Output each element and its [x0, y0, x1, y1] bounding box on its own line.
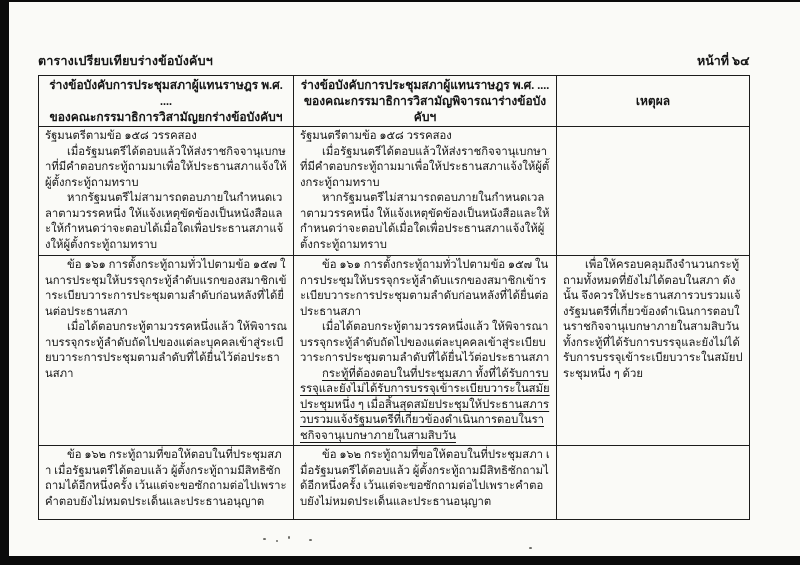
cell-r1-reason: [557, 127, 750, 256]
cell-r3-draft-original: [39, 446, 294, 520]
page-title: ตารางเปรียบเทียบร่างข้อบังคับฯ: [38, 54, 213, 68]
paragraph: ข้อ ๑๖๒ กระทู้ถามที่ขอให้ตอบในที่ประชุมสภา เมื่อรัฐมนตรีได้ตอบแล้ว ผู้ตั้งกระทู้ถามมีสิทธิซักถามได้อีกหนึ่งครั้ง เว้นแต่จะขอซักถามต่อไปเพราะคำตอบยังไม่หมดประเด็นและประธานอนุญาต: [300, 449, 550, 508]
table-row: [39, 256, 750, 446]
page-number: หน้าที่ ๖๔: [697, 54, 750, 68]
scan-artifact: [276, 540, 278, 542]
comparison-table: [38, 75, 750, 520]
paragraph: หากรัฐมนตรีไม่สามารถตอบภายในกำหนดเวลาตามวรรคหนึ่ง ให้แจ้งเหตุขัดข้องเป็นหนังสือและให้กำหนดว่าจะตอบได้เมื่อใดเพื่อประธานสภาแจ้งให้ผู้ตั้งกระทู้ถามทราบ: [300, 192, 550, 251]
paragraph: รัฐมนตรีตามข้อ ๑๕๘ วรรคสอง: [45, 130, 197, 142]
paragraph: ข้อ ๑๖๑ การตั้งกระทู้ถามทั่วไปตามข้อ ๑๕๗ ในการประชุมให้บรรจุกระทู้ลำดับแรกของสมาชิกเข้าระเบียบวาระการประชุมตามลำดับก่อนหลังที่ได้ยื่นต่อประธานสภา: [300, 259, 549, 318]
scan-artifact: [529, 547, 532, 549]
header-draft-revised-line1: ร่างข้อบังคับการประชุมสภาผู้แทนราษฎร พ.ศ. ....: [300, 78, 550, 92]
paragraph: ข้อ ๑๖๑ การตั้งกระทู้ถามทั่วไปตามข้อ ๑๕๗ ในการประชุมให้บรรจุกระทู้ลำดับแรกของสมาชิกเข้าระเบียบวาระการประชุมตามลำดับก่อนหลังที่ได้ยื่นต่อประธานสภา: [45, 259, 287, 318]
header-draft-revised-line2: ของคณะกรรมาธิการวิสามัญพิจารณาร่างข้อบังคับฯ: [303, 94, 547, 124]
cell-r3-draft-revised: [294, 446, 557, 520]
scan-border-left: [0, 0, 9, 565]
cell-r2-draft-original: [39, 256, 294, 446]
paragraph: เพื่อให้ครอบคลุมถึงจำนวนกระทู้ถามทั้งหมดที่ยังไม่ได้ตอบในสภา ดังนั้น จึงควรให้ประธานสภารวบรวมแจ้งรัฐมนตรีที่เกี่ยวข้องดำเนินการตอบในราชกิจจานุเบกษาภายในสามสิบวัน ทั้งกระทู้ที่ได้รับการบรรจุและยังไม่ได้รับการบรรจุเข้าระเบียบวาระในสมัยประชุมหนึ่ง ๆ ด้วย: [563, 259, 743, 380]
scan-artifact: [309, 539, 312, 541]
paragraph: เมื่อได้ตอบกระทู้ตามวรรคหนึ่งแล้ว ให้พิจารณาบรรจุกระทู้ลำดับถัดไปของแต่ละบุคคลเข้าสู่ระเบียบวาระการประชุมตามลำดับที่ได้ยื่นไว้ต่อประธานสภา: [45, 321, 287, 380]
header-reason: เหตุผล: [557, 76, 750, 127]
scan-artifact: [263, 538, 266, 540]
header-draft-original-line1: ร่างข้อบังคับการประชุมสภาผู้แทนราษฎร พ.ศ. ....: [49, 78, 283, 108]
scan-artifact: [288, 536, 290, 539]
cell-r2-reason: [557, 256, 750, 446]
cell-r1-draft-original: [39, 127, 294, 256]
paragraph: เมื่อได้ตอบกระทู้ตามวรรคหนึ่งแล้ว ให้พิจารณาบรรจุกระทู้ลำดับถัดไปของแต่ละบุคคลเข้าสู่ระเบียบวาระการประชุมตามลำดับที่ได้ยื่นไว้ต่อประธานสภา: [300, 321, 550, 364]
paragraph-amended-underlined: กระทู้ที่ต้องตอบในที่ประชุมสภา ทั้งที่ได้รับการบรรจุและยังไม่ได้รับการบรรจุเข้าระเบียบวาระในสมัยประชุมหนึ่ง ๆ เมื่อสิ้นสุดสมัยประชุมให้ประธานสภารวบรวมแจ้งรัฐมนตรีที่เกี่ยวข้องดำเนินการตอบในราชกิจจานุเบกษาภายในสามสิบวัน: [300, 367, 550, 442]
header-draft-revised: [294, 76, 557, 127]
paragraph: ข้อ ๑๖๒ กระทู้ถามที่ขอให้ตอบในที่ประชุมสภา เมื่อรัฐมนตรีได้ตอบแล้ว ผู้ตั้งกระทู้ถามมีสิทธิซักถามได้อีกหนึ่งครั้ง เว้นแต่จะขอซักถามต่อไปเพราะคำตอบยังไม่หมดประเด็นและประธานอนุญาต: [45, 449, 287, 508]
table-row: [39, 127, 750, 256]
paragraph: รัฐมนตรีตามข้อ ๑๕๘ วรรคสอง: [300, 130, 452, 142]
scan-border-bottom: [0, 556, 800, 565]
cell-r1-draft-revised: [294, 127, 557, 256]
paragraph: หากรัฐมนตรีไม่สามารถตอบภายในกำหนดเวลาตามวรรคหนึ่ง ให้แจ้งเหตุขัดข้องเป็นหนังสือและให้กำหนดว่าจะตอบได้เมื่อใดเพื่อประธานสภาแจ้งให้ผู้ตั้งกระทู้ถามทราบ: [45, 192, 284, 251]
header-draft-original: [39, 76, 294, 127]
header-draft-original-line2: ของคณะกรรมาธิการวิสามัญยกร่างข้อบังคับฯ: [49, 110, 283, 124]
cell-r3-reason: [557, 446, 750, 520]
paragraph: เมื่อรัฐมนตรีได้ตอบแล้วให้ส่งราชกิจจานุเบกษาที่มีคำตอบกระทู้ถามมาเพื่อให้ประธานสภาแจ้งให้ผู้ตั้งกระทู้ถามทราบ: [45, 145, 287, 189]
scan-border-top: [0, 0, 800, 2]
paragraph: เมื่อรัฐมนตรีได้ตอบแล้วให้ส่งราชกิจจานุเบกษาที่มีคำตอบกระทู้ถามมาเพื่อให้ประธานสภาแจ้งให้ผู้ตั้งกระทู้ถามทราบ: [300, 145, 550, 189]
cell-r2-draft-revised: [294, 256, 557, 446]
table-header-row: [39, 76, 750, 127]
table-row: [39, 446, 750, 520]
